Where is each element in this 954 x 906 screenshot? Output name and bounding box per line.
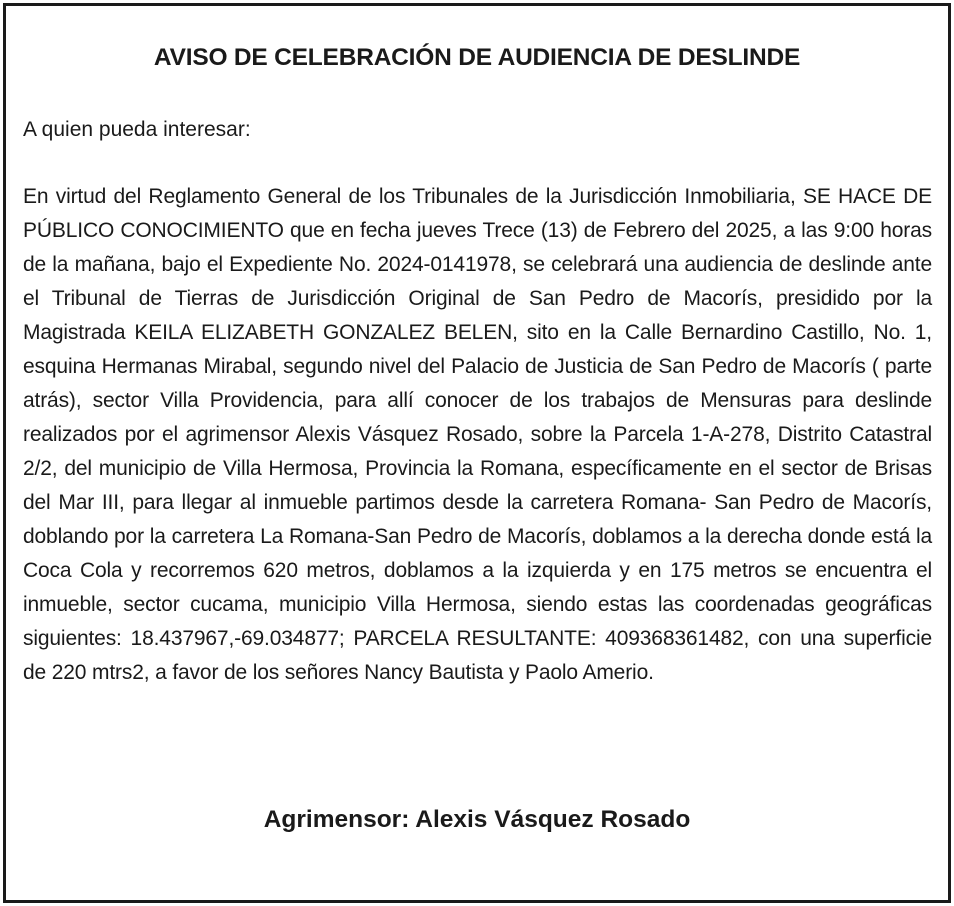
notice-frame bbox=[3, 3, 951, 903]
surveyor-signature: Agrimensor: Alexis Vásquez Rosado bbox=[263, 806, 691, 833]
notice-title: AVISO DE CELEBRACIÓN DE AUDIENCIA DE DESLINDE bbox=[153, 44, 801, 71]
notice-body: En virtud del Reglamento General de los Tribunales de la Jurisdicción Inmobiliaria, SE HACE DE PÚBLICO CONOCIMIENTO que en fecha jueves Trece (13) de Febrero del 2025, a las 9:00 horas de la mañana, bajo el Expediente No. 2024-0141978, se celebrará una audiencia de deslinde ante el Tribunal de Tierras de Jurisdicción Original de San Pedro de Macorís, presidido por la Magistrada KEILA ELIZABETH GONZALEZ BELEN, sito en la Calle Bernardino Castillo, No. 1, esquina Hermanas Mirabal, segundo nivel del Palacio de Justicia de San Pedro de Macorís ( parte atrás), sector Villa Providencia, para allí conocer de los trabajos de Mensuras para deslinde realizados por el agrimensor Alexis Vásquez Rosado, sobre la Parcela 1-A-278, Distrito Catastral 2/2, del municipio de Villa Hermosa, Provincia la Romana, específicamente en el sector de Brisas del Mar III, para llegar al inmueble partimos desde la carretera Romana- San Pedro de Macorís, doblando por la carretera La Romana-San Pedro de Macorís, doblamos a la derecha donde está la Coca Cola y recorremos 620 metros, doblamos a la izquierda y en 175 metros se encuentra el inmueble, sector cucama, municipio Villa Hermosa, siendo estas las coordenadas geográficas siguientes: 18.437967,-69.034877; PARCELA RESULTANTE: 409368361482, con una superficie de 220 mtrs2, a favor de los señores Nancy Bautista y Paolo Amerio. bbox=[23, 185, 932, 684]
greeting: A quien pueda interesar: bbox=[23, 118, 251, 141]
